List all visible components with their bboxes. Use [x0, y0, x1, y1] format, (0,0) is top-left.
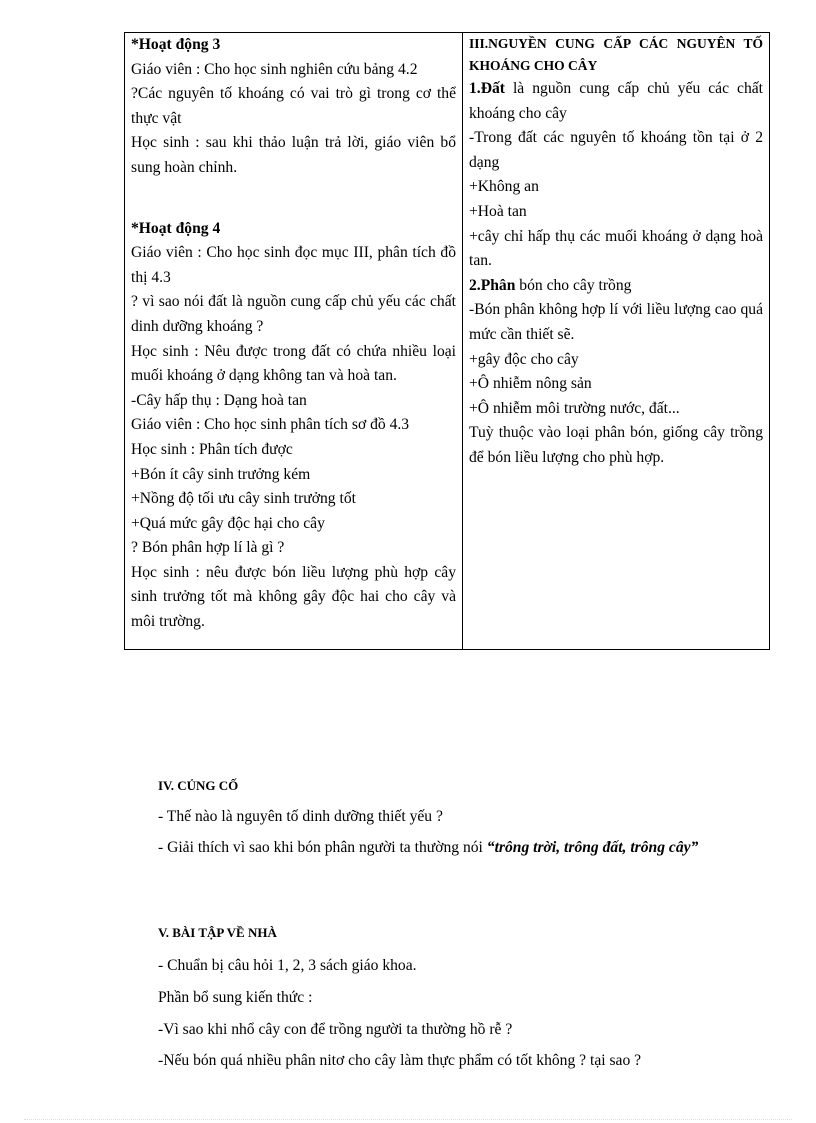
- teacher-student-activities-cell: [125, 33, 463, 650]
- page-bottom-rule: [24, 1119, 792, 1120]
- paragraph: Giáo viên : Cho học sinh đọc mục III, phân tích đồ thị 4.3: [131, 244, 456, 286]
- paragraph: +Nồng độ tối ưu cây sinh trưởng tốt: [131, 490, 356, 508]
- subheading-1-text: là nguồn cung cấp chủ yếu các chất khoáng cho cây: [469, 80, 763, 122]
- subheading-2: 2.Phân bón cho cây trồng: [469, 276, 632, 294]
- activity-4-heading: *Hoạt động 4: [131, 219, 221, 237]
- content-cell: [463, 33, 770, 650]
- paragraph: +Ô nhiễm môi trường nước, đất...: [469, 399, 680, 417]
- subheading-1: 1.Đất là nguồn cung cấp chủ yếu các chất khoáng cho cây: [469, 80, 763, 122]
- paragraph: +cây chỉ hấp thụ các muối khoáng ở dạng hoà tan.: [469, 227, 763, 270]
- question-2-quote: “trông trời, trông đất, trông cây”: [486, 839, 699, 856]
- paragraph: -Cây hấp thụ : Dạng hoà tan: [131, 391, 307, 409]
- paragraph: Học sinh : Nêu được trong đất có chứa nhiều loại muối khoáng ở dạng không tan và hoà tan.: [131, 342, 456, 385]
- paragraph: Giáo viên : Cho học sinh phân tích sơ đồ 4.3: [131, 416, 410, 434]
- paragraph: Tuỳ thuộc vào loại phân bón, giống cây trồng để bón liều lượng cho phù hợp.: [469, 424, 763, 466]
- homework-line-3: -Vì sao khi nhổ cây con để trồng người ta thường hồ rễ ?: [158, 1021, 513, 1038]
- homework-line-4: -Nếu bón quá nhiều phân nitơ cho cây làm thực phẩm có tốt không ? tại sao ?: [158, 1052, 642, 1069]
- subheading-2-text: bón cho cây trồng: [519, 276, 632, 294]
- paragraph: +Hoà tan: [469, 202, 527, 220]
- paragraph: ?Các nguyên tố khoáng có vai trò gì trong cơ thể thực vật: [131, 85, 456, 127]
- paragraph: +Không an: [469, 178, 539, 196]
- activity-3-heading: *Hoạt động 3: [131, 36, 221, 53]
- paragraph: +Quá mức gây độc hại cho cây: [131, 514, 325, 532]
- paragraph: +Bón ít cây sinh trưởng kém: [131, 465, 311, 483]
- paragraph: Giáo viên : Cho học sinh nghiên cứu bảng 4.2: [131, 60, 418, 78]
- section-iii-heading: III.NGUYỀN CUNG CẤP CÁC NGUYÊN TỐ KHOÁNG CHO CÂY: [469, 36, 763, 73]
- section-iv-heading: IV. CỦNG CỐ: [158, 778, 239, 793]
- cell-bottom-padding: [131, 635, 456, 649]
- consolidation-question-2: [120, 836, 775, 861]
- paragraph: -Bón phân không hợp lí với liều lượng cao quá mức cần thiết sẽ.: [469, 301, 763, 343]
- question-2-text: - Giải thích vì sao khi bón phân người ta thường nói: [158, 839, 487, 856]
- paragraph: Học sinh : Phân tích được: [131, 440, 293, 458]
- paragraph: Học sinh : sau khi thảo luận trả lời, giáo viên bổ sung hoàn chỉnh.: [131, 134, 456, 176]
- homework-line-1: - Chuẩn bị câu hỏi 1, 2, 3 sách giáo khoa.: [158, 957, 417, 974]
- paragraph: Học sinh : nêu được bón liều lượng phù hợp cây sinh trưởng tốt mà không gây độc hai cho cây và môi trường.: [131, 563, 456, 631]
- consolidation-question-1: - Thế nào là nguyên tố dinh dưỡng thiết yếu ?: [158, 808, 443, 825]
- paragraph: -Trong đất các nguyên tố khoáng tồn tại ở 2 dạng: [469, 129, 763, 171]
- section-v-heading: V. BÀI TẬP VỀ NHÀ: [158, 925, 277, 940]
- homework-line-2: Phần bổ sung kiến thức :: [158, 989, 313, 1006]
- paragraph: ? Bón phân hợp lí là gì ?: [131, 539, 285, 557]
- blank-space: [131, 181, 456, 217]
- paragraph: +Ô nhiễm nông sản: [469, 375, 592, 393]
- table-row: [125, 33, 770, 650]
- paragraph: ? vì sao nói đất là nguồn cung cấp chủ yếu các chất dinh dưỡng khoáng ?: [131, 293, 456, 335]
- lesson-table: [124, 32, 770, 650]
- paragraph: +gây độc cho cây: [469, 350, 579, 368]
